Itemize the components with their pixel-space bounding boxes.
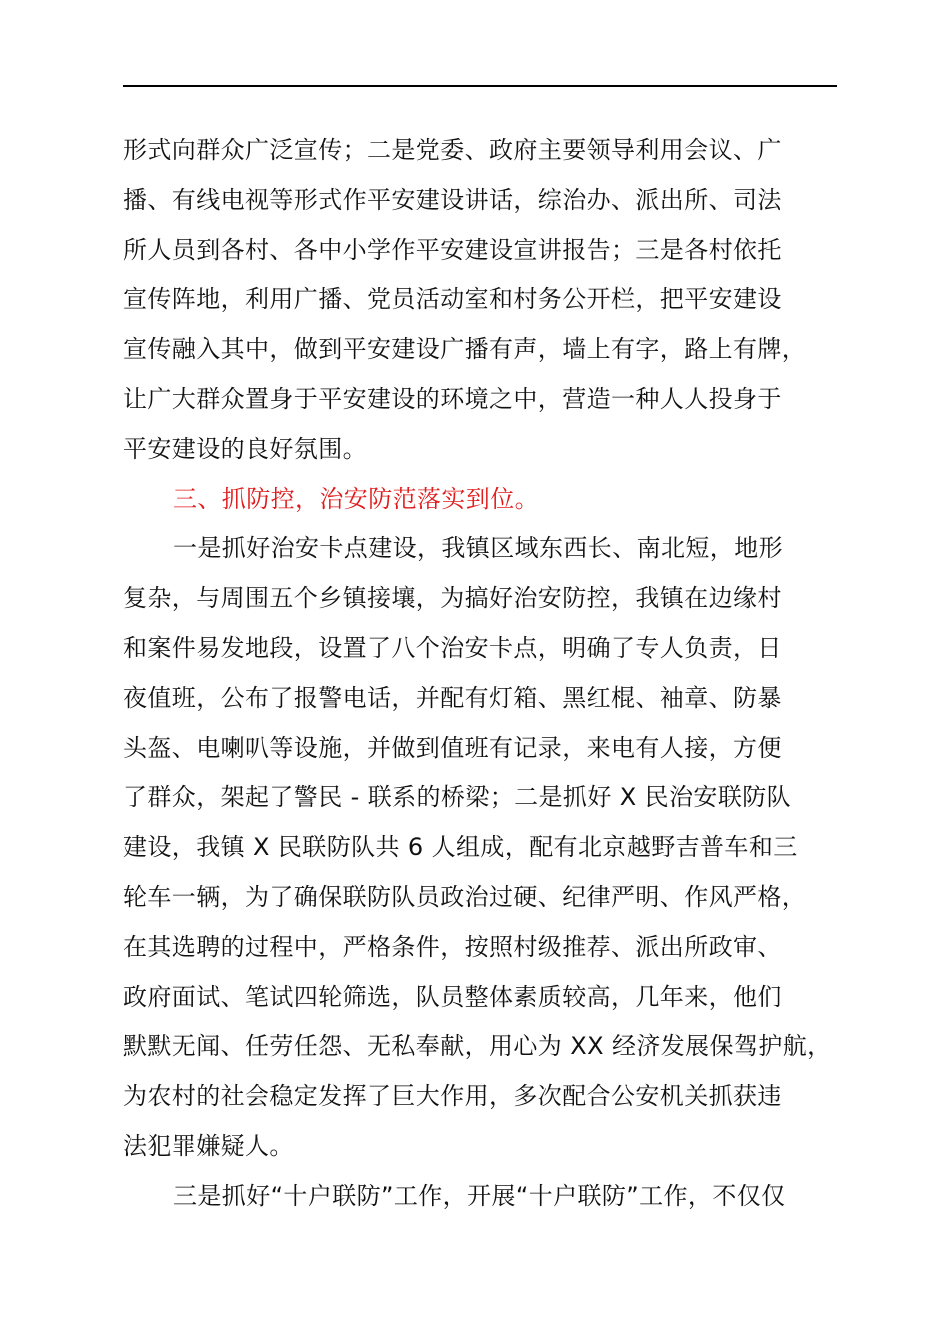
text-line: 播、有线电视等形式作平安建设讲话，综治办、派出所、司法 <box>123 185 782 214</box>
text-line: 宣传阵地，利用广播、党员活动室和村务公开栏，把平安建设 <box>123 285 782 314</box>
text-line: 默默无闻、任劳任怨、无私奉献，用心为 XX 经济发展保驾护航， <box>123 1032 832 1061</box>
text-line: 为农村的社会稳定发挥了巨大作用，多次配合公安机关抓获违 <box>123 1082 782 1111</box>
text-line: 宣传融入其中，做到平安建设广播有声，墙上有字，路上有牌， <box>123 335 807 364</box>
text-line: 一是抓好治安卡点建设，我镇区域东西长、南北短，地形 <box>173 534 783 563</box>
text-line: 三是抓好“十户联防”工作，开展“十户联防”工作，不仅仅 <box>173 1181 786 1210</box>
text-line: 建设，我镇 X 民联防队共 6 人组成，配有北京越野吉普车和三 <box>123 833 798 862</box>
text-line: 法犯罪嫌疑人。 <box>123 1131 294 1160</box>
header-rule <box>123 85 837 87</box>
text-line: 轮车一辆，为了确保联防队员政治过硬、纪律严明、作风严格， <box>123 882 807 911</box>
text-line: 所人员到各村、各中小学作平安建设宣讲报告；三是各村依托 <box>123 235 782 264</box>
text-line: 了群众，架起了警民 - 联系的桥梁；二是抓好 X 民治安联防队 <box>123 783 792 812</box>
text-line: 政府面试、笔试四轮筛选，队员整体素质较高，几年来，他们 <box>123 982 782 1011</box>
document-body <box>123 126 863 1222</box>
text-line: 在其选聘的过程中，严格条件，按照村级推荐、派出所政审、 <box>123 932 782 961</box>
section-heading: 三、抓防控，治安防范落实到位。 <box>173 484 539 513</box>
text-line: 头盔、电喇叭等设施，并做到值班有记录，来电有人接，方便 <box>123 733 782 762</box>
text-line: 平安建设的良好氛围。 <box>123 434 367 463</box>
text-line: 复杂，与周围五个乡镇接壤，为搞好治安防控，我镇在边缘村 <box>123 584 782 613</box>
text-line: 让广大群众置身于平安建设的环境之中，营造一种人人投身于 <box>123 384 782 413</box>
text-line: 和案件易发地段，设置了八个治安卡点，明确了专人负责，日 <box>123 633 782 662</box>
text-line: 形式向群众广泛宣传；二是党委、政府主要领导利用会议、广 <box>123 136 782 164</box>
text-line: 夜值班，公布了报警电话，并配有灯箱、黑红棍、袖章、防暴 <box>123 683 782 712</box>
